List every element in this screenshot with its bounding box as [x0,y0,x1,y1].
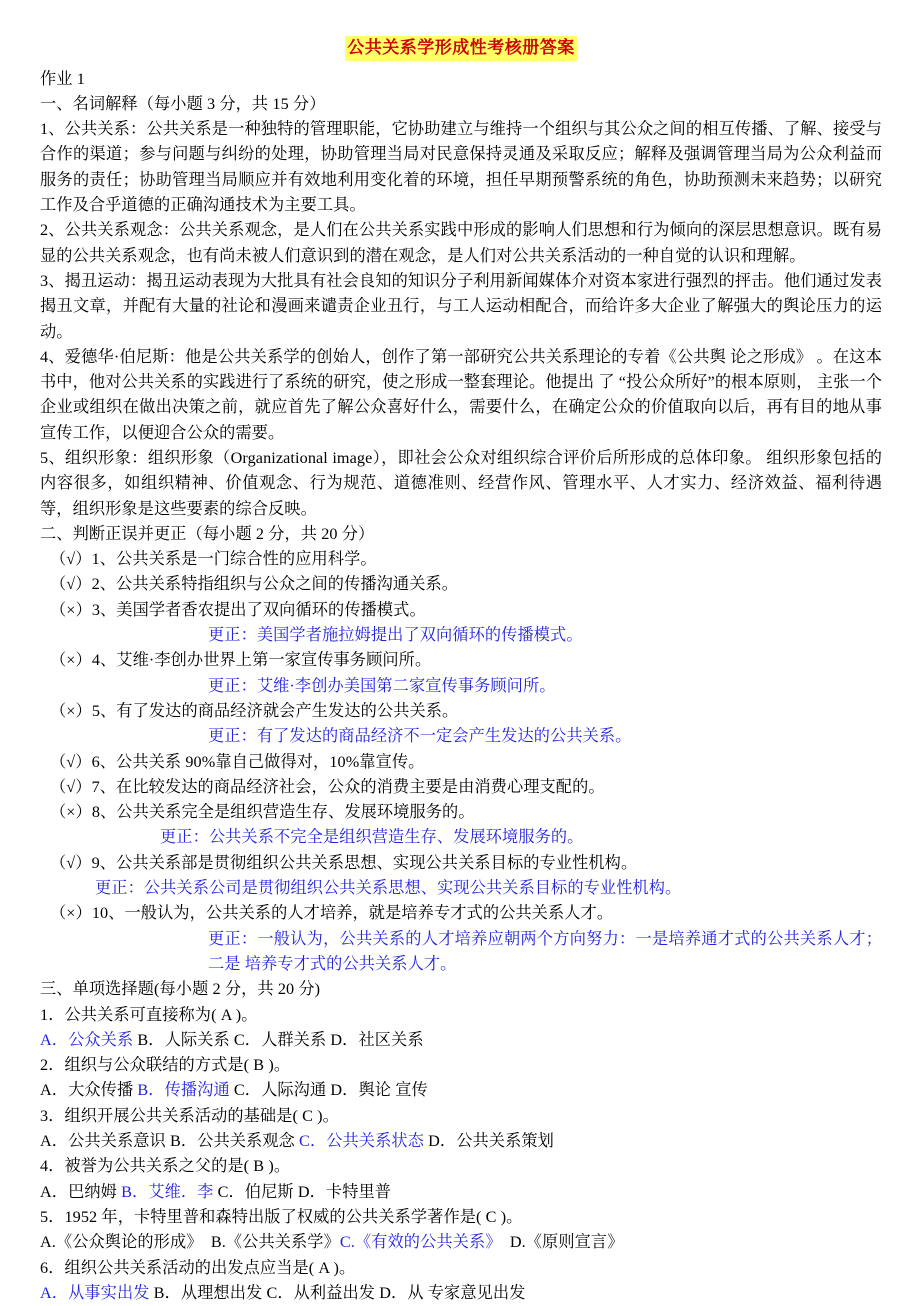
option-text: 《公共关系学》 [225,1233,340,1252]
choice-option [40,1233,203,1251]
choice-question: 3．组织开展公共关系活动的基础是( C )。 [40,1106,339,1125]
truefalse-number: 7、 [91,777,117,796]
choice-option [330,1031,423,1049]
choice-option [154,1284,263,1302]
choice-option [40,1132,166,1150]
truefalse-number: 9、 [91,853,117,872]
truefalse-row [40,750,882,775]
choice-option [218,1183,294,1201]
truefalse-correction: 更正：公共关系不完全是组织营造生存、发展环境服务的。 [160,828,584,847]
option-label: B． [121,1182,149,1201]
option-label: A． [40,1182,69,1201]
truefalse-row [40,800,882,825]
option-text: 卡特里普 [325,1182,392,1201]
choice-options-row [40,1028,882,1053]
truefalse-text: 一般认为，公共关系的人才培养，就是培养专才式的公共关系人才。 [124,904,614,923]
truefalse-mark: （√） [50,575,92,594]
option-label: B． [153,1283,181,1302]
option-text: 公共关系状态 [326,1132,424,1151]
truefalse-mark: （×） [50,701,92,720]
truefalse-number: 5、 [91,701,117,720]
option-label: C. [339,1233,355,1252]
truefalse-number: 2、 [91,575,117,594]
section-heading-choice: 三、单项选择题(每小题 2 分，共 20 分) [40,980,321,999]
truefalse-text: 美国学者香农提出了双向循环的传播模式。 [116,600,426,619]
choice-option [40,1031,133,1049]
choice-option [137,1081,229,1099]
term-item-2: 2、公共关系观念：公共关系观念，是人们在公共关系实践中形成的影响人们思想和行为倾向的深层思想意识。既有易显的公共关系观念，也有尚未被人们意识到的潜在观念，是人们对公共关系活动的一种自觉的认识和理解。 [40,221,882,265]
term-item-5: 5、组织形象：组织形象（Organizational image），即社会公众对组织综合评价后所形成的总体印象。 组织形象包括的内容很多，如组织精神、价值观念、行为规范、道德准则、经营作风、管理水平、人才实力、经济效益、福利待遇等，组织形象是这些要素的综合反映。 [40,449,882,518]
truefalse-mark: （×） [50,651,92,670]
choice-option [266,1284,375,1302]
option-label: A． [40,1030,69,1049]
truefalse-mark: （×） [50,600,92,619]
page-title: 公共关系学形成性考核册答案 [345,36,577,61]
truefalse-row [40,851,882,876]
truefalse-mark: （√） [50,550,92,569]
option-label: D． [330,1030,359,1049]
option-text: 人群关系 [261,1030,327,1049]
option-label: C． [233,1030,262,1049]
section-heading-terms: 一、名词解释（每小题 3 分，共 15 分） [40,94,326,113]
choice-option [340,1233,502,1251]
option-text: 从 专家意见出发 [407,1283,526,1302]
choice-option [299,1132,424,1150]
truefalse-mark: （×） [50,803,92,822]
choice-question: 1．公共关系可直接称为( A )。 [40,1005,258,1024]
term-item-1: 1、公共关系：公共关系是一种独特的管理职能，它协助建立与维持一个组织与其公众之间的相互传播、了解、接受与合作的渠道；参与问题与纠纷的处理，协助管理当局对民意保持灵通及采取反应；解释及强调管理当局为公众利益而服务的责任；协助管理当局顺应并有效地利用变化着的环境，担任早期预警系统的角色，协助预测未来趋势；以研究工作及合乎道德的正确沟通技术为主要工具。 [40,120,882,215]
option-label: C． [266,1283,294,1302]
truefalse-text: 公共关系特指组织与公众之间的传播沟通关系。 [116,575,459,594]
truefalse-row [40,547,882,572]
truefalse-correction: 更正：一般认为，公共关系的人才培养应朝两个方向努力：一是培养通才式的公共关系人才；二是 培养专才式的公共关系人才。 [208,929,882,973]
choice-options-row [40,1180,882,1205]
option-text: 舆论 宣传 [358,1081,428,1100]
option-text: 《公众舆论的形成》 [55,1233,203,1252]
choice-option [379,1284,525,1302]
option-text: 艾维．李 [148,1182,214,1201]
truefalse-number: 8、 [91,803,117,822]
option-text: 大众传播 [68,1081,134,1100]
truefalse-text: 公共关系完全是组织营造生存、发展环境服务的。 [116,803,475,822]
title-row [40,36,882,61]
choice-option [40,1183,117,1201]
option-text: 伯尼斯 [244,1182,294,1201]
option-label: C． [233,1081,262,1100]
truefalse-correction: 更正：公共关系公司是贯彻组织公共关系思想、实现公共关系目标的专业性机构。 [95,879,682,898]
choice-option [510,1233,624,1251]
option-label: A． [40,1132,69,1151]
truefalse-mark: （√） [50,853,92,872]
option-text: 公共关系观念 [197,1132,295,1151]
section-heading-truefalse: 二、判断正误并更正（每小题 2 分，共 20 分） [40,524,375,543]
choice-option [137,1031,229,1049]
truefalse-row [40,699,882,724]
choice-question: 2．组织与公众联结的方式是( B )。 [40,1056,291,1075]
truefalse-row [40,901,882,926]
option-label: A． [40,1283,69,1302]
choice-option [40,1284,150,1302]
truefalse-number: 1、 [91,550,117,569]
option-text: 公众关系 [68,1030,134,1049]
choice-option [170,1132,295,1150]
truefalse-text: 公共关系 90%靠自己做得对，10%靠宣传。 [116,752,425,771]
choice-option [121,1183,213,1201]
option-label: C． [217,1182,245,1201]
choice-options-row [40,1078,882,1103]
choice-options-row [40,1230,882,1255]
truefalse-row [40,598,882,623]
option-label: D. [509,1233,526,1252]
option-label: D． [428,1132,457,1151]
choice-options-row [40,1129,882,1154]
truefalse-row [40,648,882,673]
truefalse-text: 公共关系是一门综合性的应用科学。 [116,550,377,569]
term-item-4: 4、爱德华·伯尼斯：他是公共关系学的创始人，创作了第一部研究公共关系理论的专着《公共舆 论之形成》 。在这本书中，他对公共关系的实践进行了系统的研究，使之形成一整套理论。他提出 了 “投公众所好”的根本原则， 主张一个企业或组织在做出决策之前，就应首先了解公众喜好什么，需要什么，在确定公众的价值取向以后，再有目的地从事宣传工作，以便迎合公众的需要。 [40,347,882,442]
option-text: 从理想出发 [180,1283,263,1302]
option-text: 《原则宣言》 [525,1233,624,1252]
truefalse-mark: （√） [50,752,92,771]
truefalse-correction: 更正：有了发达的商品经济不一定会产生发达的公共关系。 [208,727,632,746]
choice-option [234,1031,326,1049]
truefalse-correction: 更正：美国学者施拉姆提出了双向循环的传播模式。 [208,626,583,645]
option-label: B. [210,1233,226,1252]
option-text: 公共关系策划 [456,1132,554,1151]
choice-option [298,1183,391,1201]
option-text: 从利益出发 [293,1283,376,1302]
option-text: 巴纳姆 [68,1182,117,1201]
assignment-label: 作业 1 [40,69,85,88]
choice-list [40,1003,882,1306]
choice-option [40,1081,133,1099]
option-text: 从事实出发 [68,1283,150,1302]
option-label: B． [137,1030,165,1049]
option-label: B． [137,1081,165,1100]
choice-question: 5．1952 年，卡特里普和森特出版了权威的公共关系学著作是( C )。 [40,1207,523,1226]
option-text: 公共关系意识 [68,1132,166,1151]
truefalse-correction: 更正：艾维·李创办美国第二家宣传事务顾问所。 [208,676,556,695]
term-item-3: 3、揭丑运动：揭丑运动表现为大批具有社会良知的知识分子利用新闻媒体介对资本家进行强烈的抨击。他们通过发表揭丑文章，并配有大量的社论和漫画来谴责企业丑行，与工人运动相配合，而给许多大企业了解强大的舆论压力的运动。 [40,271,882,341]
truefalse-mark: （×） [50,904,92,923]
truefalse-number: 3、 [91,600,117,619]
truefalse-number: 10、 [91,904,125,923]
option-label: C． [299,1132,327,1151]
truefalse-row [40,572,882,597]
truefalse-text: 有了发达的商品经济就会产生发达的公共关系。 [116,701,459,720]
choice-option [330,1081,427,1099]
option-label: D． [330,1081,359,1100]
option-label: A． [40,1081,69,1100]
option-label: B． [169,1132,198,1151]
choice-question: 6．组织公共关系活动的出发点应当是( A )。 [40,1258,356,1277]
choice-options-row [40,1281,882,1306]
truefalse-mark: （√） [50,777,92,796]
option-text: 《有效的公共关系》 [354,1233,502,1252]
choice-option [234,1081,326,1099]
choice-option [428,1132,554,1150]
truefalse-text: 艾维·李创办世界上第一家宣传事务顾问所。 [116,651,432,670]
truefalse-text: 在比较发达的商品经济社会，公众的消费主要是由消费心理支配的。 [116,777,605,796]
truefalse-number: 4、 [91,651,117,670]
option-label: D． [297,1182,326,1201]
choice-question: 4．被誉为公共关系之父的是( B )。 [40,1157,291,1176]
option-label: A. [40,1233,56,1252]
truefalse-number: 6、 [91,752,117,771]
option-label: D． [379,1283,408,1302]
choice-option [211,1233,340,1251]
truefalse-text: 公共关系部是贯彻组织公共关系思想、实现公共关系目标的专业性机构。 [116,853,638,872]
option-text: 人际沟通 [261,1081,327,1100]
option-text: 人际关系 [164,1030,230,1049]
truefalse-row [40,775,882,800]
truefalse-list [40,547,882,977]
option-text: 社区关系 [358,1030,424,1049]
option-text: 传播沟通 [164,1081,230,1100]
